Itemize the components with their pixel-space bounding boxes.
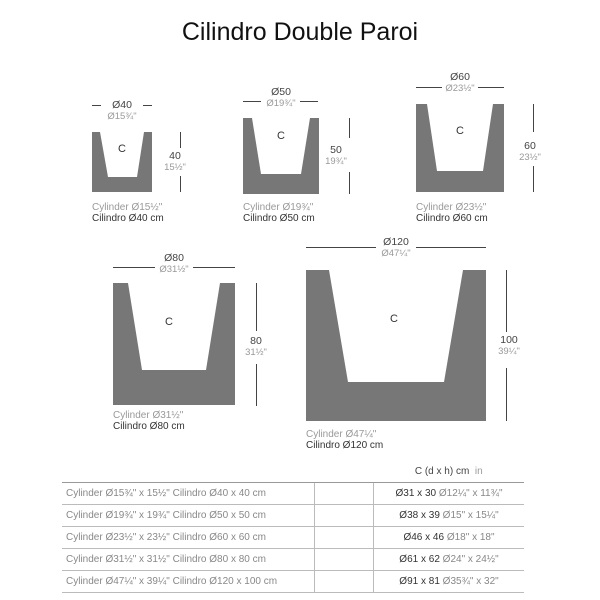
row-dims <box>374 549 525 571</box>
dims-cm: Ø38 x 39 <box>399 510 440 521</box>
height-label <box>512 140 548 163</box>
inner-label: C <box>165 316 173 328</box>
caption-es: Cilindro Ø120 cm <box>306 440 384 451</box>
dims-in: Ø24" x 24½" <box>442 554 499 565</box>
table-header <box>62 461 524 483</box>
dim-line <box>256 364 257 406</box>
height-cm: 60 <box>524 140 536 152</box>
width-label <box>243 86 319 109</box>
header-cm: C (d x h) cm <box>414 466 470 477</box>
dim-line <box>416 87 442 88</box>
height-label <box>322 144 350 167</box>
dim-line <box>243 101 261 102</box>
dim-line <box>143 105 152 106</box>
pot-drawing <box>416 104 504 192</box>
width-in: Ø19¾" <box>266 98 296 109</box>
width-label <box>113 252 235 275</box>
width-in: Ø31½" <box>159 264 189 275</box>
dim-line <box>92 105 101 106</box>
dim-line <box>533 166 534 192</box>
header-in: in <box>474 466 483 477</box>
row-name: Cylinder Ø47¼" x 39¼" Cilindro Ø120 x 100 cm <box>62 571 315 593</box>
inner-label: C <box>390 313 398 325</box>
caption-en: Cylinder Ø47¼" <box>306 429 377 440</box>
pot-drawing <box>306 270 486 421</box>
dim-line <box>349 172 350 194</box>
height-cm: 40 <box>169 150 181 162</box>
dims-cm: Ø31 x 30 <box>395 488 437 499</box>
dims-in: Ø35¾" x 32" <box>442 576 499 587</box>
row-name: Cylinder Ø23½" x 23½" Cilindro Ø60 x 60 cm <box>62 527 315 549</box>
dim-line <box>533 104 534 132</box>
width-label <box>416 71 504 94</box>
height-cm: 100 <box>500 334 518 346</box>
dims-cm: Ø46 x 46 <box>403 532 445 543</box>
inner-label: C <box>277 130 285 142</box>
row-name: Cylinder Ø31½" x 31½" Cilindro Ø80 x 80 cm <box>62 549 315 571</box>
row-gap <box>315 527 374 549</box>
pot-drawing <box>243 118 319 194</box>
width-label <box>92 99 152 122</box>
height-label <box>240 335 272 358</box>
dim-line <box>506 270 507 332</box>
pot-drawing <box>113 283 235 405</box>
dim-line <box>256 283 257 331</box>
table-row <box>62 483 524 505</box>
row-dims <box>374 483 525 505</box>
caption-es: Cilindro Ø40 cm <box>92 213 164 224</box>
row-dims <box>374 505 525 527</box>
caption-en: Cylinder Ø31½" <box>113 410 184 421</box>
dim-line <box>180 176 181 192</box>
caption-en: Cylinder Ø19¾" <box>243 202 314 213</box>
dims-in: Ø12¼" x 11¾" <box>438 488 503 499</box>
header-blank <box>62 461 315 483</box>
pot-caption <box>416 202 488 224</box>
dim-line <box>300 101 318 102</box>
height-cm: 80 <box>250 335 262 347</box>
table-row <box>62 549 524 571</box>
row-name: Cylinder Ø15¾" x 15½" Cilindro Ø40 x 40 cm <box>62 483 315 505</box>
dim-line <box>506 368 507 421</box>
table-row <box>62 505 524 527</box>
height-in: 19¾" <box>325 156 347 167</box>
caption-en: Cylinder Ø15½" <box>92 202 163 213</box>
pot-caption <box>306 429 383 451</box>
width-in: Ø47¼" <box>381 248 411 259</box>
dim-line <box>478 87 504 88</box>
caption-es: Cilindro Ø50 cm <box>243 213 315 224</box>
header-gap <box>315 461 374 483</box>
width-cm: Ø120 <box>383 236 409 248</box>
dim-line <box>193 267 235 268</box>
header-inner-dims <box>374 461 525 483</box>
row-dims <box>374 527 525 549</box>
dimensions-table <box>62 461 524 593</box>
pot-drawing <box>92 132 152 192</box>
height-label <box>494 334 524 357</box>
height-in: 15½" <box>164 162 186 173</box>
page-title: Cilindro Double Paroi <box>181 18 419 46</box>
row-gap <box>315 483 374 505</box>
row-gap <box>315 571 374 593</box>
dims-in: Ø15" x 15¼" <box>442 510 499 521</box>
dims-cm: Ø61 x 62 <box>399 554 440 565</box>
width-cm: Ø40 <box>112 99 132 111</box>
height-in: 31½" <box>245 347 267 358</box>
width-cm: Ø80 <box>164 252 184 264</box>
pot-caption <box>92 202 164 224</box>
inner-label: C <box>456 125 464 137</box>
pot-caption <box>113 410 185 432</box>
table-row <box>62 527 524 549</box>
inner-label: C <box>118 143 126 155</box>
row-name: Cylinder Ø19¾" x 19¾" Cilindro Ø50 x 50 cm <box>62 505 315 527</box>
width-in: Ø15¾" <box>107 111 137 122</box>
row-dims <box>374 571 525 593</box>
caption-es: Cilindro Ø60 cm <box>416 213 488 224</box>
dim-line <box>416 247 486 248</box>
row-gap <box>315 505 374 527</box>
dim-line <box>180 132 181 148</box>
height-label <box>160 150 190 173</box>
dim-line <box>306 247 376 248</box>
width-cm: Ø60 <box>450 71 470 83</box>
width-in: Ø23½" <box>445 83 475 94</box>
pot-caption <box>243 202 315 224</box>
dim-line <box>113 267 155 268</box>
dim-line <box>349 118 350 138</box>
dims-in: Ø18" x 18" <box>446 532 495 543</box>
table-row <box>62 571 524 593</box>
caption-es: Cilindro Ø80 cm <box>113 421 185 432</box>
dims-cm: Ø91 x 81 <box>399 576 440 587</box>
caption-en: Cylinder Ø23½" <box>416 202 487 213</box>
width-cm: Ø50 <box>271 86 291 98</box>
height-cm: 50 <box>330 144 342 156</box>
height-in: 23½" <box>519 152 541 163</box>
row-gap <box>315 549 374 571</box>
height-in: 39¼" <box>498 346 520 357</box>
